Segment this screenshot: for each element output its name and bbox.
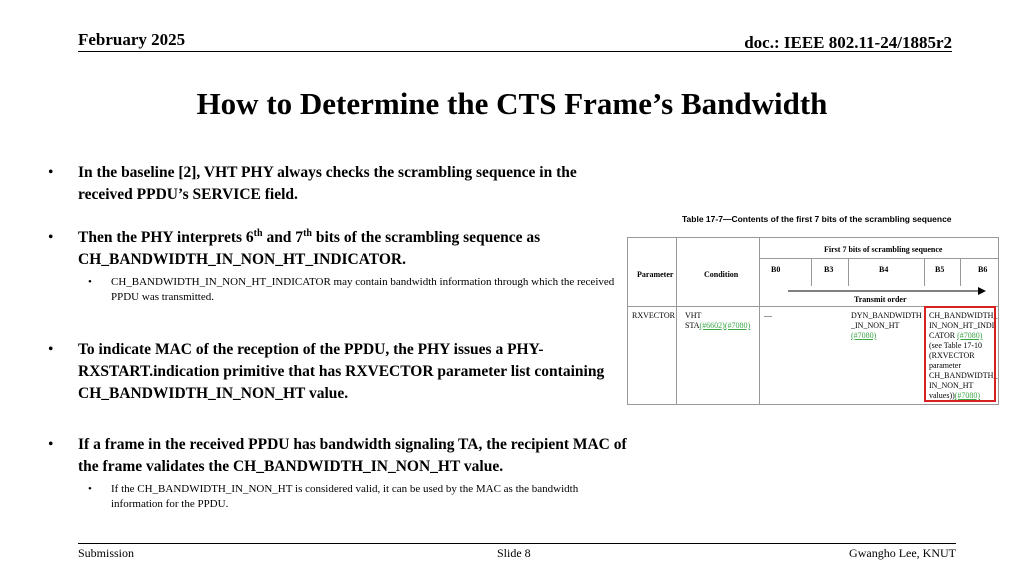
row-condition-line2 (685, 321, 750, 331)
sub-bullet-dot: • (88, 483, 92, 495)
row-b56-line6: parameter (929, 361, 961, 370)
footer-rule (78, 543, 956, 544)
col-header-b4: B4 (879, 265, 889, 274)
bullet-4-text: If a frame in the received PPDU has bandwidth signaling TA, the recipient MAC of the frame validates the CH_BANDWIDTH_IN_NON_HT value. (78, 436, 627, 475)
row-b4-value (851, 311, 922, 341)
bullet-3-text: To indicate MAC of the reception of the PPDU, the PHY issues a PHY-RXSTART.indication primitive that has RXVECTOR parameter list containing CH_BANDWIDTH_IN_NON_HT value. (78, 341, 605, 402)
bullet-4 (48, 434, 628, 478)
bullet-2-sup-1: th (253, 227, 263, 239)
bullet-4-sub (48, 482, 628, 512)
col-header-b0: B0 (771, 265, 781, 274)
bullet-2 (48, 227, 628, 271)
row-b56-line8: IN_NON_HT (929, 381, 974, 390)
header-rule (78, 51, 952, 52)
bullet-2-text-pre: Then the PHY interprets 6 (78, 229, 254, 246)
bullet-dot: • (48, 341, 54, 358)
col-header-span: First 7 bits of scrambling sequence (824, 245, 943, 254)
bullet-dot: • (48, 436, 54, 453)
row-condition-sta: STA (685, 321, 700, 330)
bullet-2-sub-text: CH_BANDWIDTH_IN_NON_HT_INDICATOR may contain bandwidth information through which the received PPDU was transmitted. (111, 276, 615, 303)
table-divider (759, 238, 760, 404)
slide-title: How to Determine the CTS Frame’s Bandwidth (196, 86, 828, 121)
highlight-box (924, 306, 996, 402)
col-header-parameter: Parameter (637, 270, 674, 279)
table-divider (848, 258, 849, 286)
row-b56-line4: (see Table 17-10 (929, 341, 983, 350)
row-b4-line2: _IN_NON_HT (851, 321, 900, 330)
bullet-4-sub-text: If the CH_BANDWIDTH_IN_NON_HT is considered valid, it can be used by the MAC as the bandwidth information for the PPDU. (111, 483, 579, 510)
bullet-1-text: In the baseline [2], VHT PHY always checks the scrambling sequence in the received PPDU’s SERVICE field. (78, 164, 577, 203)
bullet-2-sup-2: th (303, 227, 312, 239)
footer-author: Gwangho Lee, KNUT (849, 546, 956, 560)
bullet-2-sub (48, 275, 628, 305)
bullet-dot: • (48, 164, 54, 181)
footer-submission: Submission (78, 546, 135, 560)
row-condition-tag: (#6602)(#7080) (699, 321, 751, 330)
table-divider (960, 258, 961, 286)
row-b56-cator: CATOR (929, 331, 958, 340)
transmit-order-label: Transmit order (854, 295, 907, 304)
row-b56-tag1: (#7080) (957, 331, 983, 340)
row-condition (685, 311, 750, 331)
figure-caption: Table 17-7—Contents of the first 7 bits of the scrambling sequence (682, 214, 952, 224)
row-b56-line1: CH_BANDWIDTH_ (929, 311, 998, 320)
col-header-b5: B5 (935, 265, 945, 274)
row-dash: — (764, 311, 772, 320)
row-b56-values: values)) (929, 391, 955, 400)
bullet-2-text-post: bits of the scrambling sequence as CH_BANDWIDTH_IN_NON_HT_INDICATOR. (78, 229, 541, 268)
row-b4-line1: DYN_BANDWIDTH (851, 311, 922, 320)
bullet-2-text-mid: and 7 (262, 229, 304, 246)
row-b56-tag2: (#7080) (954, 391, 981, 400)
header-date: February 2025 (78, 30, 186, 49)
table-divider (759, 258, 998, 259)
bullet-3 (48, 339, 628, 405)
table-divider (924, 258, 925, 286)
col-header-condition: Condition (704, 270, 739, 279)
row-b4-tag: (#7080) (851, 331, 877, 340)
row-b56-line5: (RXVECTOR (929, 351, 975, 360)
row-b56-line7: CH_BANDWIDTH_ (929, 371, 998, 380)
row-parameter: RXVECTOR (632, 311, 675, 320)
table-divider (811, 258, 812, 286)
footer-slide-number: Slide 8 (497, 546, 531, 560)
sub-bullet-dot: • (88, 276, 92, 288)
bullet-1 (48, 162, 628, 206)
col-header-b6: B6 (978, 265, 988, 274)
bullet-list (48, 162, 628, 512)
col-header-b3: B3 (824, 265, 834, 274)
header-doc-id: doc.: IEEE 802.11-24/1885r2 (744, 33, 952, 52)
scrambling-table (627, 237, 999, 405)
row-condition-line1: VHT (685, 311, 702, 320)
table-divider (676, 238, 677, 404)
bullet-dot: • (48, 229, 54, 246)
row-b56-line2: IN_NON_HT_INDI (929, 321, 995, 330)
